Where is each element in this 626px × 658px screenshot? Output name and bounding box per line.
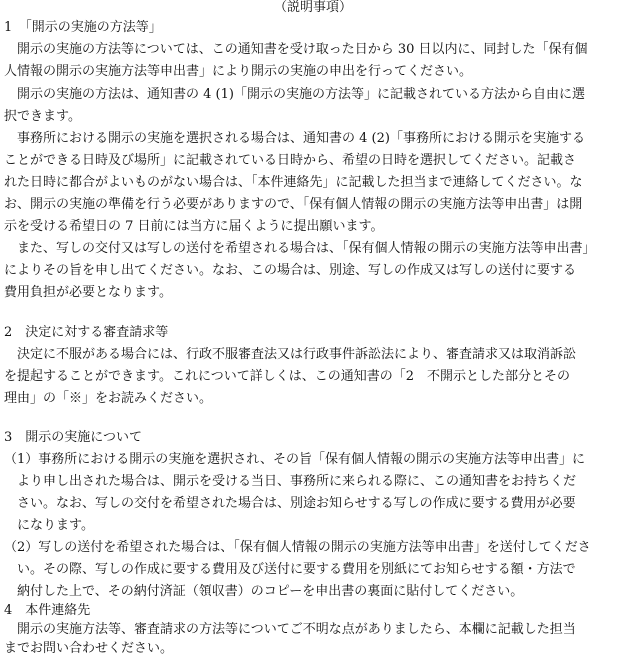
text-line: 開示の実施の方法は、通知書の 4 (1)「開示の実施の方法等」に記載されている方法から自由に選 (4, 87, 585, 102)
text-line: によりその旨を申し出てください。なお、この場合は、別途、写しの作成又は写しの送付に要する (4, 263, 577, 278)
text-line: 開示の実施方法等、審査請求の方法等についてご不明な点がありましたら、本欄に記載した担当 (4, 622, 576, 637)
text-line: 択できます。 (4, 109, 81, 124)
text-line: れた日時に都合がよいものがない場合は、「本件連絡先」に記載した担当まで連絡してください。な (4, 175, 583, 190)
text-line: 示を受ける希望日の 7 日前には当方に届くように提出願います。 (4, 219, 384, 234)
text-line: お、開示の実施の準備を行う必要がありますので、「保有個人情報の開示の実施方法等申出書」は開 (4, 197, 583, 212)
text-line: 納付した上で、その納付済証（領収書）のコピーを申出書の裏面に貼付してください。 (4, 584, 524, 599)
section-3-heading: 3 開示の実施について (4, 430, 143, 445)
text-line: を提起することができます。これについて詳しくは、この通知書の「2 不開示とした部分とその (4, 369, 570, 384)
section-4-heading: 4 本件連絡先 (4, 603, 91, 618)
section-1-heading: 1 「開示の実施の方法等」 (4, 20, 162, 35)
text-line: 理由」の「※」をお読みください。 (4, 391, 213, 406)
text-line: 開示の実施の方法等については、この通知書を受け取った日から 30 日以内に、同封した「保有個 (4, 42, 588, 57)
text-line: より申し出された場合は、開示を受ける当日、事務所に来られる際に、この通知書をお持ちくだ (4, 474, 577, 489)
section-2-heading: 2 決定に対する審査請求等 (4, 325, 169, 340)
text-line: になります。 (4, 518, 94, 533)
text-line: 事務所における開示の実施を選択される場合は、通知書の 4 (2)「事務所における開示を実施する (4, 131, 585, 146)
text-line: さい。なお、写しの交付を希望された場合は、別途お知らせする写しの作成に要する費用が必要 (4, 496, 576, 511)
text-line: 費用負担が必要となります。 (4, 285, 172, 300)
text-line: （2）写しの送付を希望された場合は、「保有個人情報の開示の実施方法等申出書」を送付してくださ (4, 540, 591, 555)
text-line: ことができる日時及び場所」に記載されている日時から、希望の日時を選択してください。記載さ (4, 153, 577, 168)
text-line: までお問い合わせください。 (4, 641, 174, 656)
document-title: （説明事項） (273, 0, 352, 15)
text-line: 人情報の開示の実施方法等申出書」により開示の実施の申出を行ってください。 (4, 64, 473, 79)
text-line: い。その際、写しの作成に要する費用及び送付に要する費用を別紙にてお知らせする額・方法で (4, 562, 576, 577)
text-line: （1）事務所における開示の実施を選択され、その旨「保有個人情報の開示の実施方法等申出書」に (4, 452, 586, 467)
text-line: また、写しの交付又は写しの送付を希望される場合は、「保有個人情報の開示の実施方法等申出書」 (4, 241, 596, 256)
text-line: 決定に不服がある場合には、行政不服審査法又は行政事件訴訟法により、審査請求又は取消訴訟 (4, 347, 577, 362)
